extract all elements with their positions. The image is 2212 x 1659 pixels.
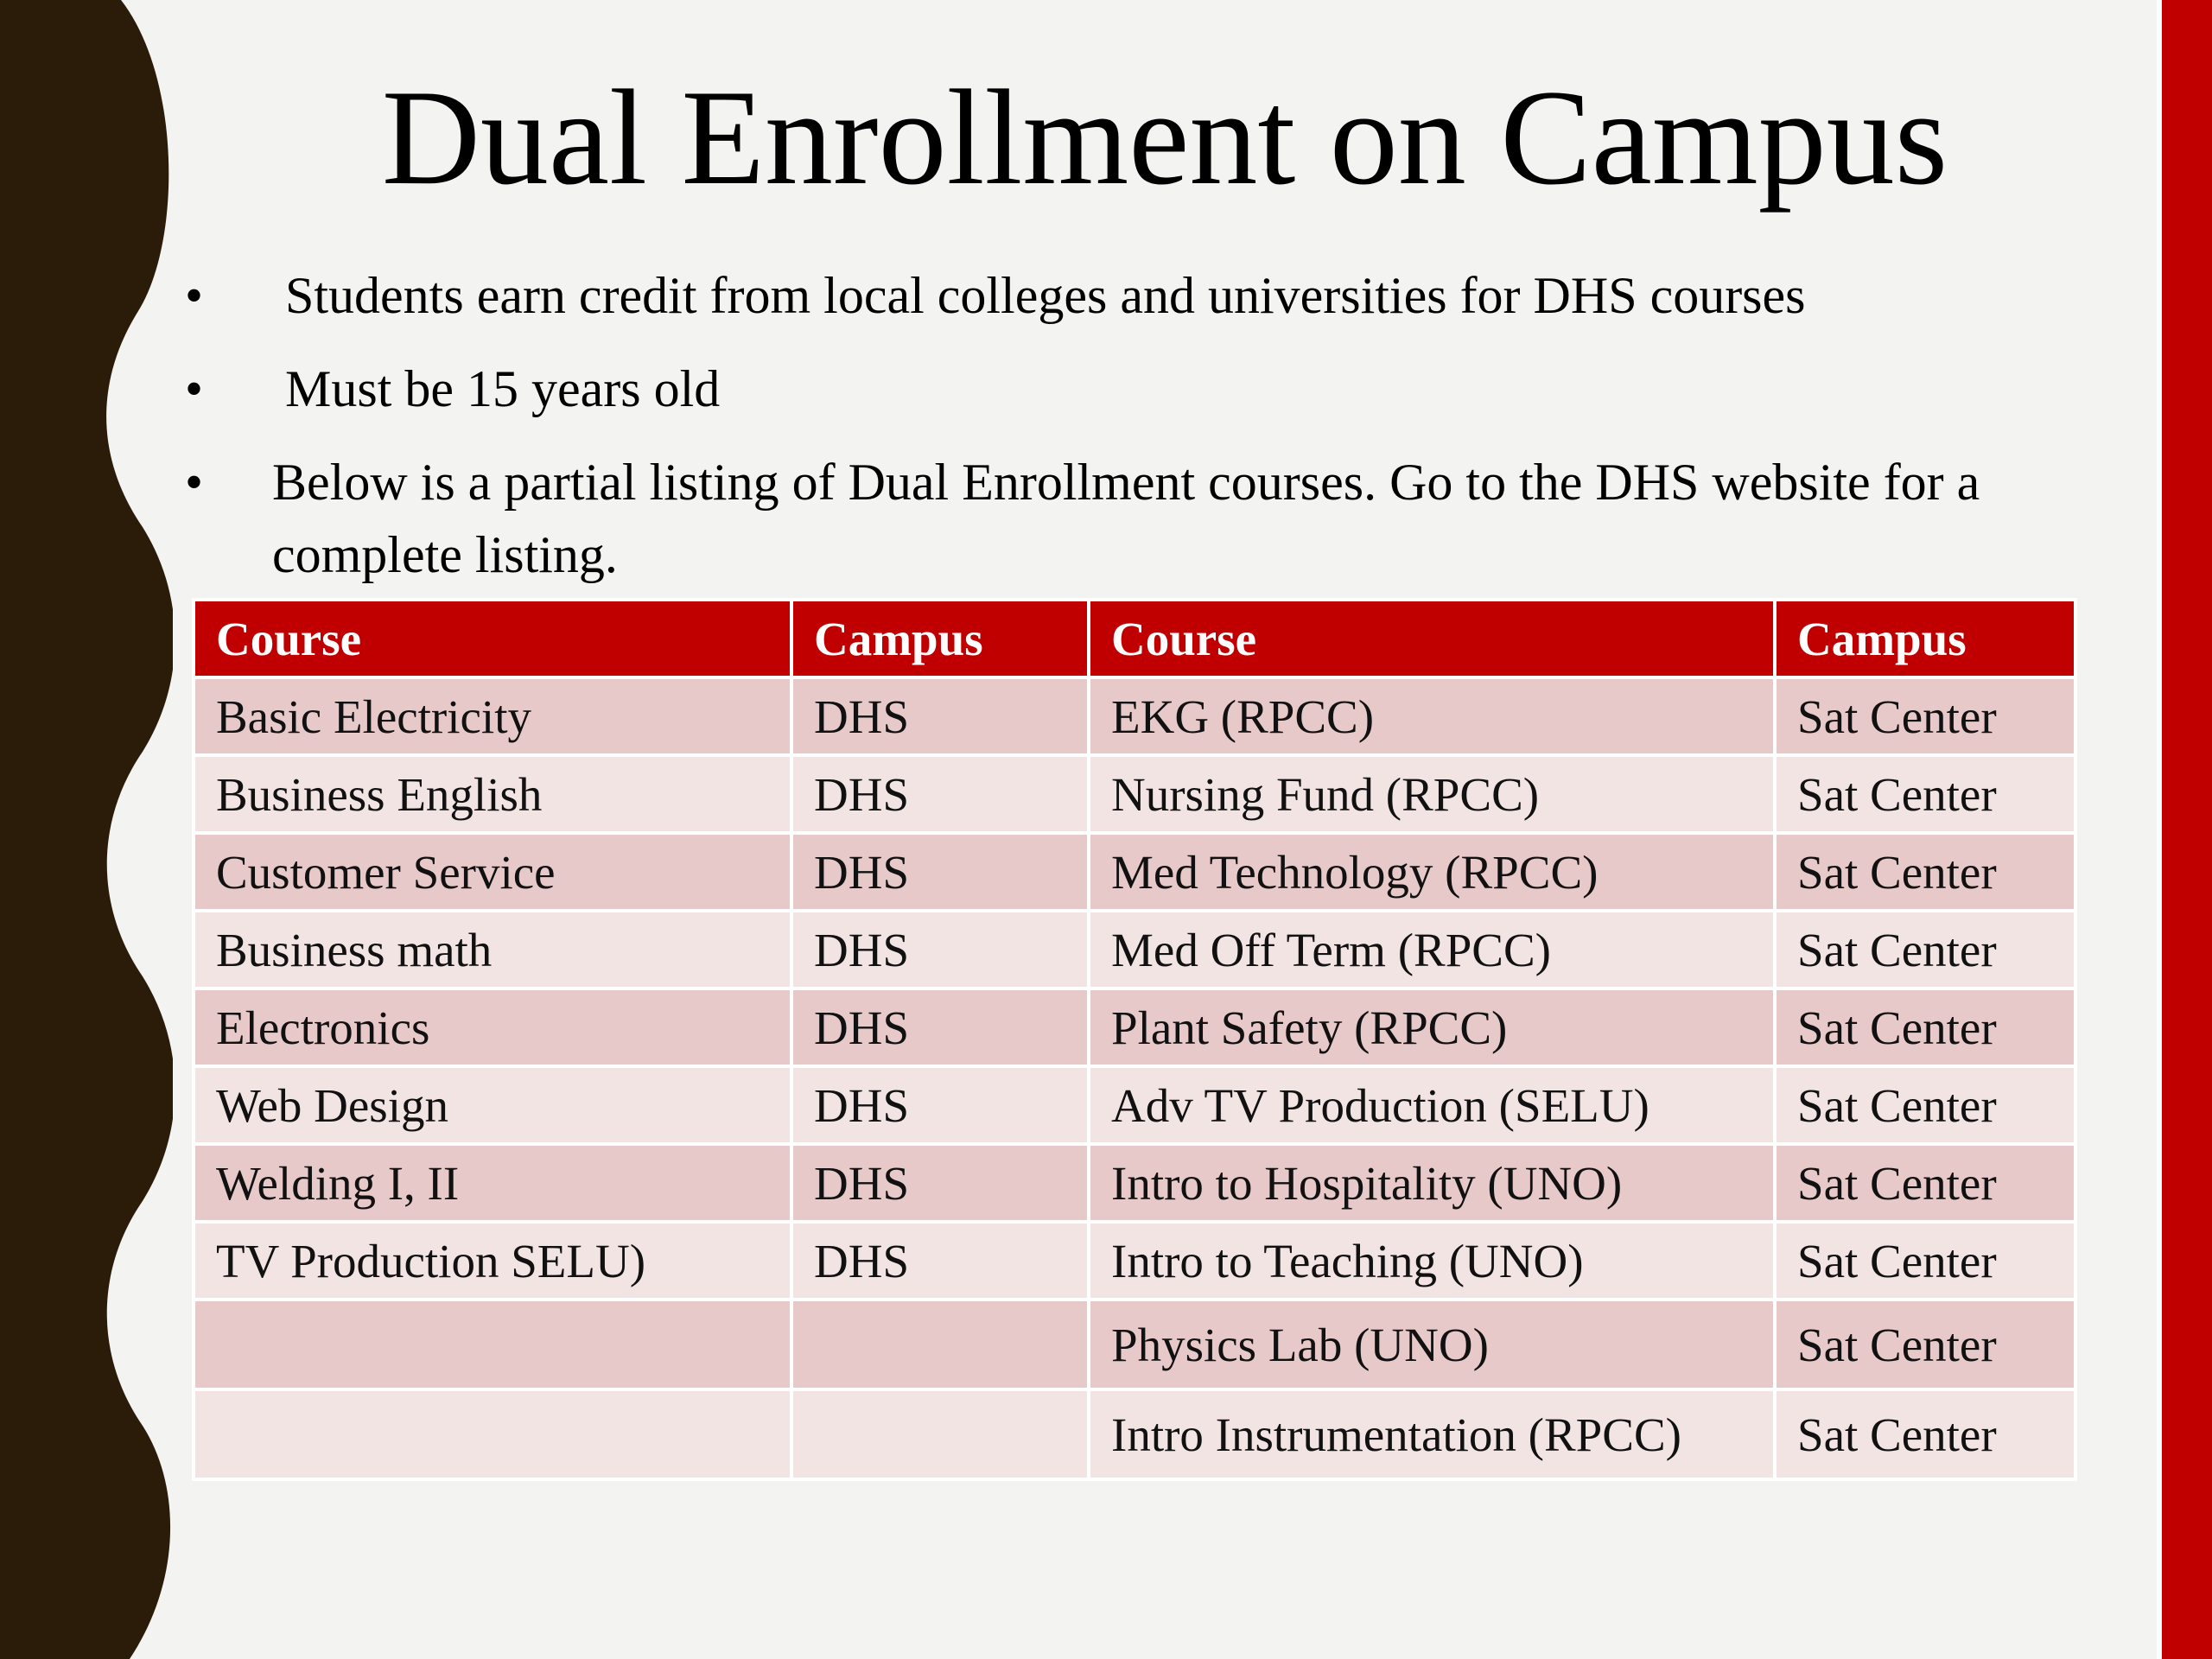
course-cell: Physics Lab (UNO) (1089, 1300, 1775, 1389)
header-course-right: Course (1089, 600, 1775, 677)
slide-title: Dual Enrollment on Campus (381, 62, 1948, 213)
table-row (194, 755, 2075, 833)
table-row (194, 911, 2075, 988)
course-cell: Customer Service (194, 833, 791, 911)
campus-cell: Sat Center (1775, 1144, 2075, 1222)
campus-cell: DHS (791, 1222, 1089, 1300)
course-cell: Basic Electricity (194, 677, 791, 755)
campus-cell: Sat Center (1775, 1066, 2075, 1144)
campus-cell: Sat Center (1775, 911, 2075, 988)
campus-cell: Sat Center (1775, 988, 2075, 1066)
bullet-text: Must be 15 years old (285, 360, 721, 417)
course-cell: Intro Instrumentation (RPCC) (1089, 1389, 1775, 1479)
bullet-list (181, 259, 2039, 612)
campus-cell (791, 1300, 1089, 1389)
campus-cell: DHS (791, 833, 1089, 911)
table-row (194, 833, 2075, 911)
course-cell: Nursing Fund (RPCC) (1089, 755, 1775, 833)
course-cell (194, 1300, 791, 1389)
course-cell: Web Design (194, 1066, 791, 1144)
bullet-glyph: • (185, 267, 204, 324)
table-row (194, 988, 2075, 1066)
course-cell: Electronics (194, 988, 791, 1066)
bullet-glyph: • (185, 360, 204, 417)
header-course-left: Course (194, 600, 791, 677)
course-cell: EKG (RPCC) (1089, 677, 1775, 755)
course-cell: Med Technology (RPCC) (1089, 833, 1775, 911)
course-table (192, 598, 2077, 1481)
course-cell: Plant Safety (RPCC) (1089, 988, 1775, 1066)
bullet-text: Students earn credit from local colleges and universities for DHS courses (285, 267, 1806, 324)
course-cell: Business English (194, 755, 791, 833)
table-row (194, 1144, 2075, 1222)
header-campus-left: Campus (791, 600, 1089, 677)
campus-cell: DHS (791, 988, 1089, 1066)
header-campus-right: Campus (1775, 600, 2075, 677)
left-wave-decoration (0, 0, 173, 1659)
course-cell: Adv TV Production (SELU) (1089, 1066, 1775, 1144)
bullet-item (181, 353, 2039, 425)
campus-cell (791, 1389, 1089, 1479)
campus-cell: DHS (791, 1144, 1089, 1222)
course-cell: Intro to Teaching (UNO) (1089, 1222, 1775, 1300)
campus-cell: DHS (791, 1066, 1089, 1144)
campus-cell: DHS (791, 677, 1089, 755)
bullet-item (181, 446, 2039, 591)
right-accent-bar (2162, 0, 2212, 1659)
table-row (194, 677, 2075, 755)
table-header-row (194, 600, 2075, 677)
campus-cell: Sat Center (1775, 677, 2075, 755)
bullet-item (181, 259, 2039, 332)
table-row (194, 1222, 2075, 1300)
table-row (194, 1066, 2075, 1144)
table-row (194, 1300, 2075, 1389)
campus-cell: Sat Center (1775, 1300, 2075, 1389)
campus-cell: DHS (791, 755, 1089, 833)
bullet-glyph: • (185, 454, 204, 511)
course-cell: Welding I, II (194, 1144, 791, 1222)
course-cell: Intro to Hospitality (UNO) (1089, 1144, 1775, 1222)
campus-cell: Sat Center (1775, 1222, 2075, 1300)
bullet-text: Below is a partial listing of Dual Enrollment courses. Go to the DHS website for a complete listing. (272, 454, 1980, 583)
course-cell: Med Off Term (RPCC) (1089, 911, 1775, 988)
campus-cell: DHS (791, 911, 1089, 988)
campus-cell: Sat Center (1775, 833, 2075, 911)
campus-cell: Sat Center (1775, 755, 2075, 833)
course-cell: TV Production SELU) (194, 1222, 791, 1300)
table-row (194, 1389, 2075, 1479)
campus-cell: Sat Center (1775, 1389, 2075, 1479)
course-cell (194, 1389, 791, 1479)
course-cell: Business math (194, 911, 791, 988)
